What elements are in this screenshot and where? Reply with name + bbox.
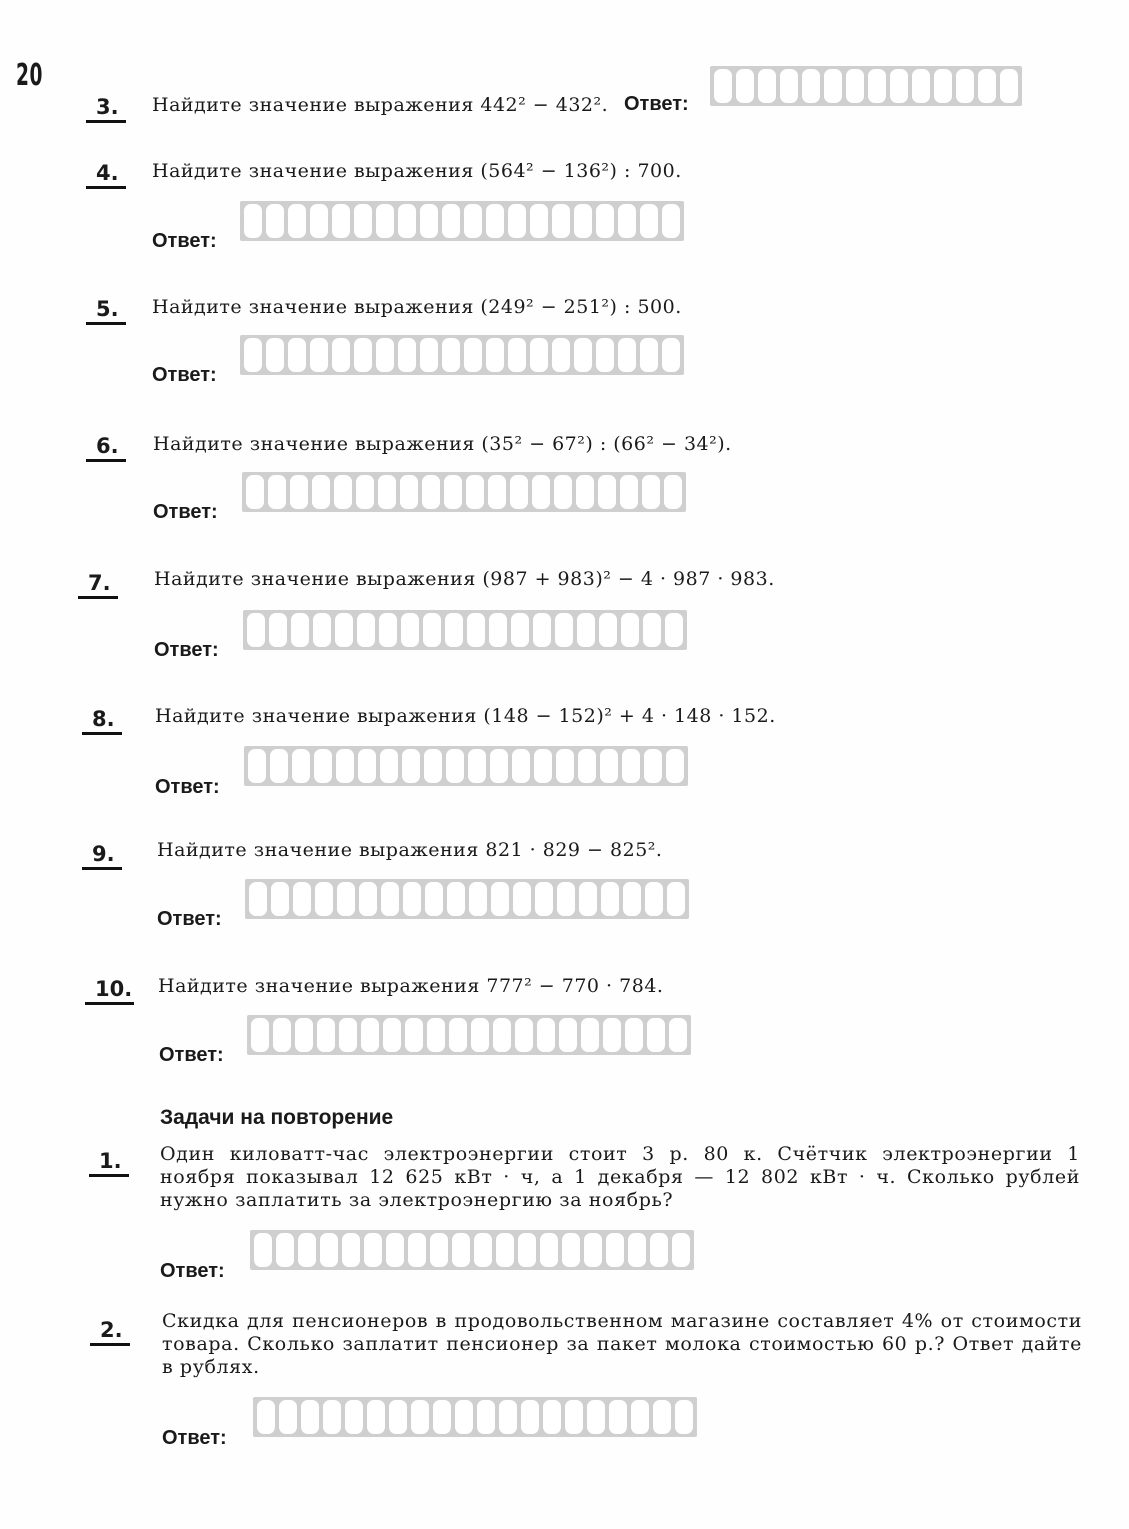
answer-cell[interactable] [623, 882, 641, 916]
answer-cell[interactable] [442, 338, 460, 372]
answer-cell[interactable] [332, 338, 350, 372]
answer-cell[interactable] [291, 613, 309, 647]
answer-label-4: Ответ: [152, 230, 217, 252]
answer-cell[interactable] [576, 475, 594, 509]
answer-cell[interactable] [452, 1233, 470, 1267]
answer-cell[interactable] [433, 1400, 451, 1434]
answer-cell[interactable] [556, 749, 574, 783]
answer-cell[interactable] [868, 69, 886, 103]
answer-cell[interactable] [486, 338, 504, 372]
answer-cell[interactable] [292, 749, 310, 783]
answer-grid-6[interactable] [242, 472, 686, 512]
answer-cell[interactable] [653, 1400, 671, 1434]
answer-label-3: Ответ: [624, 93, 689, 115]
answer-cell[interactable] [530, 338, 548, 372]
answer-cell[interactable] [425, 882, 443, 916]
answer-cell[interactable] [358, 749, 376, 783]
answer-cell[interactable] [598, 475, 616, 509]
answer-cell[interactable] [312, 475, 330, 509]
answer-grid-9[interactable] [245, 879, 689, 919]
answer-cell[interactable] [354, 204, 372, 238]
answer-cell[interactable] [488, 475, 506, 509]
answer-cell[interactable] [645, 882, 663, 916]
answer-cell[interactable] [603, 1018, 621, 1052]
answer-cell[interactable] [596, 338, 614, 372]
answer-cell[interactable] [530, 204, 548, 238]
answer-label-7: Ответ: [154, 639, 219, 661]
answer-cell[interactable] [380, 749, 398, 783]
answer-cell[interactable] [474, 1233, 492, 1267]
answer-cell[interactable] [269, 613, 287, 647]
answer-cell[interactable] [535, 882, 553, 916]
answer-cell[interactable] [467, 613, 485, 647]
answer-cell[interactable] [486, 204, 504, 238]
review-answer-label-1: Ответ: [160, 1260, 225, 1282]
answer-cell[interactable] [335, 613, 353, 647]
answer-cell[interactable] [643, 613, 661, 647]
answer-cell[interactable] [521, 1400, 539, 1434]
answer-cell[interactable] [956, 69, 974, 103]
answer-cell[interactable] [578, 749, 596, 783]
answer-cell[interactable] [383, 1018, 401, 1052]
answer-cell[interactable] [251, 1018, 269, 1052]
answer-cell[interactable] [288, 338, 306, 372]
answer-cell[interactable] [510, 475, 528, 509]
answer-cell[interactable] [345, 1400, 363, 1434]
answer-cell[interactable] [496, 1233, 514, 1267]
review-task-number-2: 2. [90, 1317, 130, 1346]
answer-cell[interactable] [408, 1233, 426, 1267]
task-text-3: Найдите значение выражения 442² − 432². [152, 94, 609, 116]
answer-cell[interactable] [631, 1400, 649, 1434]
task-text-8: Найдите значение выражения (148 − 152)² + 4 · 148 · 152. [155, 705, 776, 727]
task-text-5: Найдите значение выражения (249² − 251²) : 500. [152, 296, 682, 318]
answer-cell[interactable] [244, 338, 262, 372]
answer-cell[interactable] [640, 204, 658, 238]
answer-cell[interactable] [313, 613, 331, 647]
answer-cell[interactable] [511, 613, 529, 647]
answer-cell[interactable] [640, 338, 658, 372]
answer-grid-10[interactable] [247, 1015, 691, 1055]
answer-cell[interactable] [367, 1400, 385, 1434]
answer-cell[interactable] [736, 69, 754, 103]
answer-cell[interactable] [600, 749, 618, 783]
answer-cell[interactable] [466, 475, 484, 509]
answer-cell[interactable] [533, 613, 551, 647]
task-number-5: 5. [86, 296, 126, 325]
answer-label-8: Ответ: [155, 776, 220, 798]
answer-cell[interactable] [628, 1233, 646, 1267]
answer-cell[interactable] [577, 613, 595, 647]
answer-cell[interactable] [320, 1233, 338, 1267]
answer-cell[interactable] [266, 338, 284, 372]
answer-cell[interactable] [609, 1400, 627, 1434]
review-task-text-1: Один киловатт-час электроэнергии стоит 3 р. 80 к. Счётчик электроэнергии 1 ноября показывал 12 625 кВт · ч, а 1 декабря — 12 802 кВт · ч. Сколько рублей нужно заплатить за электроэнергию за ноябрь? [160, 1143, 1080, 1211]
answer-cell[interactable] [555, 613, 573, 647]
answer-cell[interactable] [337, 882, 355, 916]
answer-cell[interactable] [354, 338, 372, 372]
answer-cell[interactable] [398, 204, 416, 238]
answer-cell[interactable] [512, 749, 530, 783]
answer-cell[interactable] [552, 338, 570, 372]
answer-cell[interactable] [662, 204, 680, 238]
answer-cell[interactable] [672, 1233, 690, 1267]
answer-cell[interactable] [445, 613, 463, 647]
answer-cell[interactable] [244, 204, 262, 238]
answer-cell[interactable] [468, 749, 486, 783]
task-text-7: Найдите значение выражения (987 + 983)² − 4 · 987 · 983. [154, 568, 775, 590]
answer-cell[interactable] [537, 1018, 555, 1052]
task-text-10: Найдите значение выражения 777² − 770 · 784. [158, 975, 664, 997]
answer-cell[interactable] [846, 69, 864, 103]
answer-cell[interactable] [332, 204, 350, 238]
answer-cell[interactable] [620, 475, 638, 509]
answer-cell[interactable] [295, 1018, 313, 1052]
answer-cell[interactable] [266, 204, 284, 238]
answer-cell[interactable] [489, 613, 507, 647]
answer-cell[interactable] [430, 1233, 448, 1267]
answer-cell[interactable] [420, 204, 438, 238]
answer-cell[interactable] [565, 1400, 583, 1434]
answer-cell[interactable] [780, 69, 798, 103]
answer-cell[interactable] [356, 475, 374, 509]
answer-cell[interactable] [464, 338, 482, 372]
answer-cell[interactable] [290, 475, 308, 509]
answer-cell[interactable] [758, 69, 776, 103]
answer-cell[interactable] [378, 475, 396, 509]
answer-cell[interactable] [1000, 69, 1018, 103]
answer-cell[interactable] [579, 882, 597, 916]
answer-cell[interactable] [581, 1018, 599, 1052]
answer-cell[interactable] [254, 1233, 272, 1267]
answer-cell[interactable] [310, 204, 328, 238]
answer-cell[interactable] [424, 749, 442, 783]
task-number-9: 9. [82, 841, 122, 870]
answer-cell[interactable] [557, 882, 575, 916]
answer-cell[interactable] [540, 1233, 558, 1267]
answer-label-10: Ответ: [159, 1044, 224, 1066]
answer-cell[interactable] [596, 204, 614, 238]
task-number-6: 6. [86, 433, 126, 462]
answer-cell[interactable] [587, 1400, 605, 1434]
answer-cell[interactable] [508, 204, 526, 238]
answer-label-6: Ответ: [153, 501, 218, 523]
answer-cell[interactable] [664, 475, 682, 509]
answer-cell[interactable] [402, 749, 420, 783]
answer-cell[interactable] [554, 475, 572, 509]
answer-cell[interactable] [574, 204, 592, 238]
answer-cell[interactable] [420, 338, 438, 372]
answer-cell[interactable] [398, 338, 416, 372]
answer-cell[interactable] [342, 1233, 360, 1267]
task-text-4: Найдите значение выражения (564² − 136²) : 700. [152, 160, 682, 182]
answer-cell[interactable] [411, 1400, 429, 1434]
answer-cell[interactable] [606, 1233, 624, 1267]
answer-cell[interactable] [890, 69, 908, 103]
answer-cell[interactable] [666, 749, 684, 783]
answer-cell[interactable] [978, 69, 996, 103]
answer-cell[interactable] [442, 204, 460, 238]
answer-cell[interactable] [455, 1400, 473, 1434]
answer-cell[interactable] [364, 1233, 382, 1267]
task-number-7: 7. [78, 570, 118, 599]
answer-cell[interactable] [665, 613, 683, 647]
answer-label-9: Ответ: [157, 908, 222, 930]
answer-cell[interactable] [675, 1400, 693, 1434]
answer-cell[interactable] [298, 1233, 316, 1267]
answer-cell[interactable] [562, 1233, 580, 1267]
task-text-9: Найдите значение выражения 821 · 829 − 825². [157, 839, 663, 861]
answer-cell[interactable] [379, 613, 397, 647]
answer-cell[interactable] [469, 882, 487, 916]
answer-cell[interactable] [621, 613, 639, 647]
answer-cell[interactable] [714, 69, 732, 103]
answer-cell[interactable] [647, 1018, 665, 1052]
answer-cell[interactable] [508, 338, 526, 372]
answer-cell[interactable] [386, 1233, 404, 1267]
answer-label-5: Ответ: [152, 364, 217, 386]
answer-cell[interactable] [381, 882, 399, 916]
answer-cell[interactable] [288, 204, 306, 238]
answer-cell[interactable] [622, 749, 640, 783]
answer-cell[interactable] [618, 204, 636, 238]
answer-cell[interactable] [273, 1018, 291, 1052]
answer-cell[interactable] [315, 882, 333, 916]
answer-cell[interactable] [423, 613, 441, 647]
answer-grid-7[interactable] [243, 610, 687, 650]
answer-cell[interactable] [422, 475, 440, 509]
answer-cell[interactable] [361, 1018, 379, 1052]
answer-cell[interactable] [317, 1018, 335, 1052]
answer-cell[interactable] [389, 1400, 407, 1434]
answer-cell[interactable] [449, 1018, 467, 1052]
answer-cell[interactable] [534, 749, 552, 783]
page-number: 20 [16, 58, 44, 93]
answer-cell[interactable] [405, 1018, 423, 1052]
answer-cell[interactable] [357, 613, 375, 647]
answer-cell[interactable] [464, 204, 482, 238]
answer-cell[interactable] [532, 475, 550, 509]
answer-cell[interactable] [599, 613, 617, 647]
task-number-10: 10. [85, 976, 134, 1005]
answer-cell[interactable] [444, 475, 462, 509]
answer-grid-4[interactable] [240, 201, 684, 241]
answer-cell[interactable] [257, 1400, 275, 1434]
answer-cell[interactable] [934, 69, 952, 103]
answer-cell[interactable] [471, 1018, 489, 1052]
answer-cell[interactable] [493, 1018, 511, 1052]
answer-cell[interactable] [642, 475, 660, 509]
answer-cell[interactable] [824, 69, 842, 103]
answer-cell[interactable] [249, 882, 267, 916]
answer-cell[interactable] [669, 1018, 687, 1052]
review-task-number-1: 1. [89, 1148, 129, 1177]
answer-cell[interactable] [400, 475, 418, 509]
answer-cell[interactable] [359, 882, 377, 916]
answer-cell[interactable] [314, 749, 332, 783]
answer-cell[interactable] [552, 204, 570, 238]
answer-cell[interactable] [574, 338, 592, 372]
answer-cell[interactable] [491, 882, 509, 916]
answer-grid-3[interactable] [710, 66, 1022, 106]
answer-cell[interactable] [477, 1400, 495, 1434]
answer-cell[interactable] [584, 1233, 602, 1267]
review-task-text-2: Скидка для пенсионеров в продовольственном магазине составляет 4% от стоимости товара. Сколько заплатит пенсионер за пакет молока стоимостью 60 р.? Ответ дайте в рублях. [162, 1310, 1082, 1378]
answer-cell[interactable] [662, 338, 680, 372]
answer-cell[interactable] [336, 749, 354, 783]
task-text-6: Найдите значение выражения (35² − 67²) : (66² − 34²). [153, 433, 732, 455]
answer-cell[interactable] [247, 613, 265, 647]
section-title-review: Задачи на повторение [160, 1106, 394, 1129]
task-number-3: 3. [86, 94, 126, 123]
answer-cell[interactable] [446, 749, 464, 783]
answer-cell[interactable] [323, 1400, 341, 1434]
answer-cell[interactable] [518, 1233, 536, 1267]
answer-cell[interactable] [644, 749, 662, 783]
answer-cell[interactable] [490, 749, 508, 783]
task-number-8: 8. [82, 706, 122, 735]
answer-cell[interactable] [447, 882, 465, 916]
answer-cell[interactable] [293, 882, 311, 916]
answer-cell[interactable] [618, 338, 636, 372]
answer-grid-5[interactable] [240, 335, 684, 375]
answer-cell[interactable] [246, 475, 264, 509]
answer-cell[interactable] [276, 1233, 294, 1267]
answer-cell[interactable] [310, 338, 328, 372]
answer-cell[interactable] [427, 1018, 445, 1052]
answer-cell[interactable] [270, 749, 288, 783]
answer-cell[interactable] [513, 882, 531, 916]
answer-cell[interactable] [667, 882, 685, 916]
review-answer-grid-2[interactable] [253, 1397, 697, 1437]
answer-cell[interactable] [271, 882, 289, 916]
answer-cell[interactable] [376, 338, 394, 372]
answer-cell[interactable] [403, 882, 421, 916]
answer-cell[interactable] [334, 475, 352, 509]
answer-cell[interactable] [248, 749, 266, 783]
answer-cell[interactable] [499, 1400, 517, 1434]
task-number-4: 4. [86, 160, 126, 189]
answer-cell[interactable] [802, 69, 820, 103]
review-answer-grid-1[interactable] [250, 1230, 694, 1270]
answer-grid-8[interactable] [244, 746, 688, 786]
answer-cell[interactable] [301, 1400, 319, 1434]
answer-cell[interactable] [559, 1018, 577, 1052]
answer-cell[interactable] [543, 1400, 561, 1434]
answer-cell[interactable] [279, 1400, 297, 1434]
answer-cell[interactable] [401, 613, 419, 647]
answer-cell[interactable] [515, 1018, 533, 1052]
answer-cell[interactable] [339, 1018, 357, 1052]
answer-cell[interactable] [376, 204, 394, 238]
answer-cell[interactable] [650, 1233, 668, 1267]
answer-cell[interactable] [268, 475, 286, 509]
answer-cell[interactable] [912, 69, 930, 103]
review-answer-label-2: Ответ: [162, 1427, 227, 1449]
answer-cell[interactable] [601, 882, 619, 916]
answer-cell[interactable] [625, 1018, 643, 1052]
